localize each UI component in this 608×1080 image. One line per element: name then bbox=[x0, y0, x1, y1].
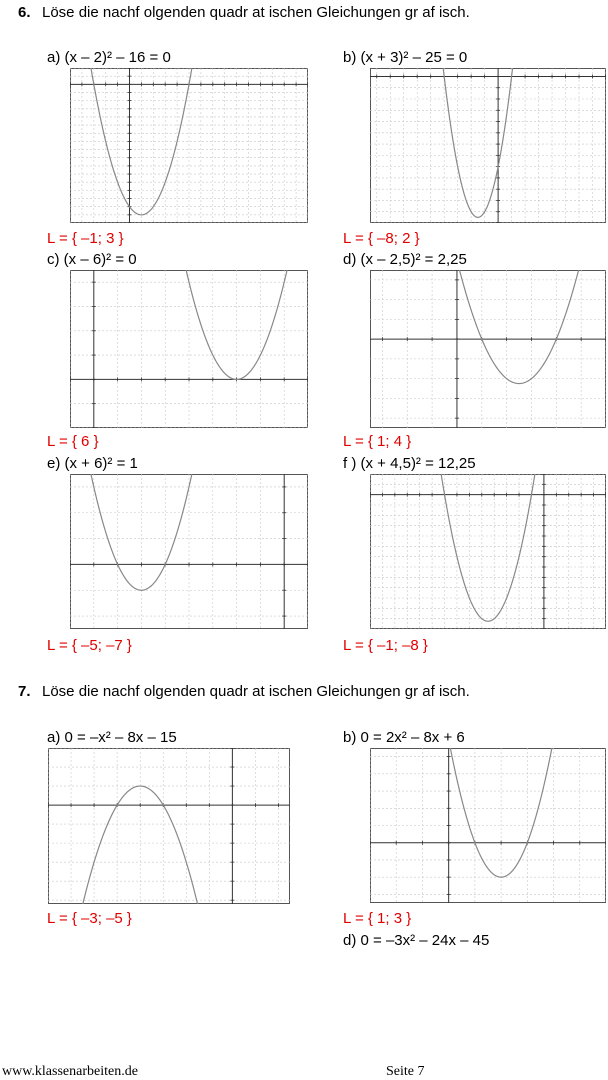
graph-6d bbox=[370, 270, 606, 428]
graph-6f bbox=[370, 474, 606, 629]
graph-6c bbox=[70, 270, 308, 428]
equation-label: a) 0 = –x² – 8x – 15 bbox=[47, 729, 177, 746]
equation-label: b) (x + 3)² – 25 = 0 bbox=[343, 49, 468, 66]
task-6-heading bbox=[18, 4, 470, 21]
task-number: 6. bbox=[18, 4, 31, 21]
equation-label: e) (x + 6)² = 1 bbox=[47, 455, 138, 472]
solution-set: L = { 6 } bbox=[47, 433, 99, 450]
footer-page-number: Seite 7 bbox=[386, 1064, 425, 1079]
graph-frame bbox=[371, 69, 606, 223]
graph-6a bbox=[70, 68, 308, 223]
graph-frame bbox=[371, 271, 606, 428]
parabola-curve bbox=[370, 474, 606, 621]
solution-set: L = { –1; 3 } bbox=[47, 230, 124, 247]
parabola-curve bbox=[48, 786, 290, 904]
solution-set: L = { 1; 3 } bbox=[343, 910, 412, 927]
task-7-heading bbox=[18, 683, 470, 700]
task-number: 7. bbox=[18, 683, 31, 700]
graph-7a bbox=[48, 748, 290, 904]
parabola-curve bbox=[370, 748, 606, 877]
equation-label: f ) (x + 4,5)² = 12,25 bbox=[343, 455, 476, 472]
task-instruction: Löse die nachf olgenden quadr at ischen Gleichungen gr af isch. bbox=[42, 683, 470, 700]
solution-set: L = { –3; –5 } bbox=[47, 910, 132, 927]
footer-website: www.klassenarbeiten.de bbox=[2, 1064, 138, 1079]
parabola-curve bbox=[370, 270, 606, 384]
task-instruction: Löse die nachf olgenden quadr at ischen Gleichungen gr af isch. bbox=[42, 4, 470, 21]
solution-set: L = { –5; –7 } bbox=[47, 637, 132, 654]
equation-label: b) 0 = 2x² – 8x + 6 bbox=[343, 729, 465, 746]
graph-6b bbox=[370, 68, 606, 223]
graph-frame bbox=[49, 749, 290, 904]
solution-set: L = { –8; 2 } bbox=[343, 230, 420, 247]
graph-6e bbox=[70, 474, 308, 629]
equation-label: d) 0 = –3x² – 24x – 45 bbox=[343, 932, 490, 949]
equation-label: a) (x – 2)² – 16 = 0 bbox=[47, 49, 171, 66]
equation-label: c) (x – 6)² = 0 bbox=[47, 251, 137, 268]
equation-label: d) (x – 2,5)² = 2,25 bbox=[343, 251, 467, 268]
graph-7b bbox=[370, 748, 606, 903]
parabola-curve bbox=[370, 68, 606, 217]
solution-set: L = { 1; 4 } bbox=[343, 433, 412, 450]
solution-set: L = { –1; –8 } bbox=[343, 637, 428, 654]
graph-frame bbox=[371, 475, 606, 629]
